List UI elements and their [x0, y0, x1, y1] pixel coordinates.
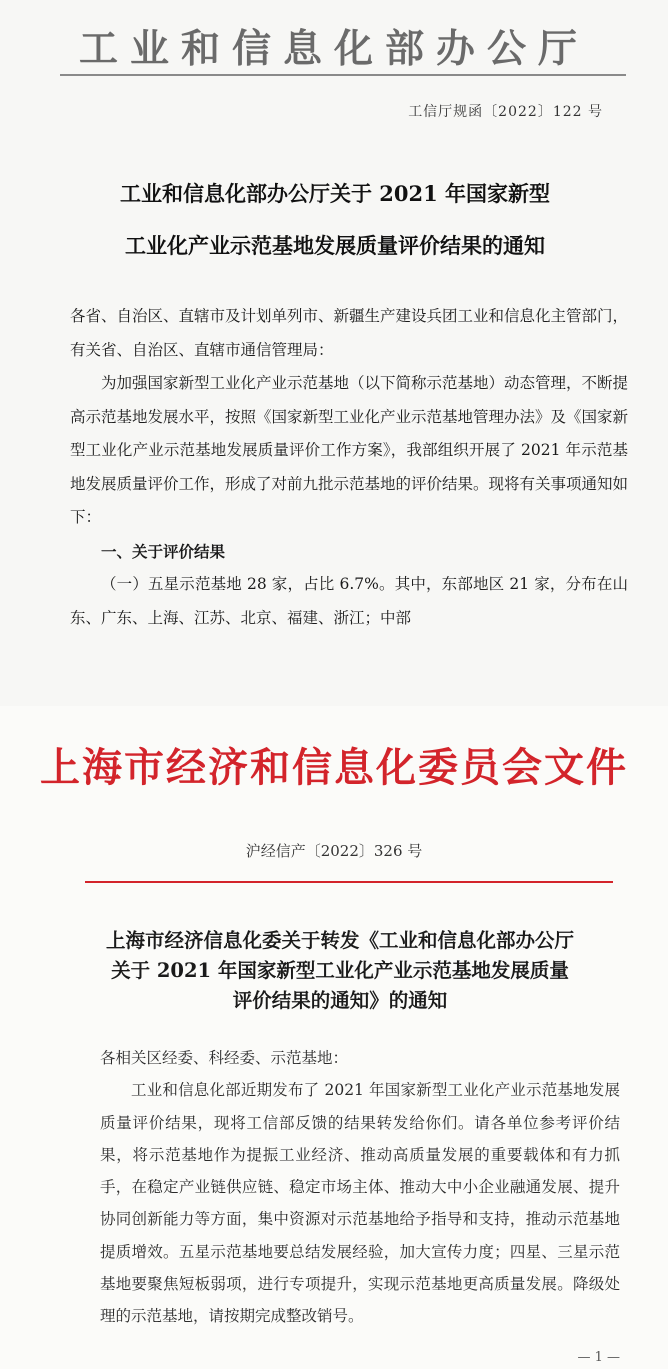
- title-line-2: 关于 2021 年国家新型工业化产业示范基地发展质量: [111, 959, 569, 982]
- section-heading: 一、关于评价结果: [101, 541, 226, 561]
- result-item: （一）五星示范基地 28 家，占比 6.7%。其中，东部地区 21 家，分布在山东、广东、上海、江苏、北京、福建、浙江；中部: [70, 575, 628, 627]
- title-line-1: 上海市经济信息化委关于转发《工业和信息化部办公厅: [105, 929, 574, 952]
- document-title: [40, 168, 630, 272]
- ministry-header: 工业和信息化部办公厅: [78, 27, 589, 72]
- document-number: 沪经信产〔2022〕326 号: [245, 842, 423, 860]
- body-paragraph: 工业和信息化部近期发布了 2021 年国家新型工业化产业示范基地发展质量评价结果，现将工信部反馈的结果转发给你们。请各单位参考评价结果，将示范基地作为提振工业经济、推动高质量发展的重要载体和有力抓手，在稳定产业链供应链、稳定市场主体、推动大中小企业融通发展、提升协同创新能力等方面，集中资源对示范基地给予指导和支持，推动示范基地提质增效。五星示范基地要总结发展经验，加大宣传力度；四星、三星示范基地要聚焦短板弱项，进行专项提升，实现示范基地更高质量发展。降级处理的示范基地，请按期完成整改销号。: [100, 1081, 620, 1326]
- red-divider: [85, 881, 613, 883]
- salutation: 各相关区经委、科经委、示范基地：: [100, 1049, 349, 1067]
- title-line-1: 工业和信息化部办公厅关于 2021 年国家新型: [119, 181, 551, 206]
- document-title: [70, 926, 610, 1016]
- title-line-2: 工业化产业示范基地发展质量评价结果的通知: [125, 233, 545, 258]
- notice-document-2: [0, 706, 668, 1369]
- page-number: — 1 —: [577, 1350, 620, 1365]
- body-paragraph: 为加强国家新型工业化产业示范基地（以下简称示范基地）动态管理，不断提高示范基地发展水平，按照《国家新型工业化产业示范基地管理办法》及《国家新型工业化产业示范基地发展质量评价工作方案》，我部组织开展了 2021 年示范基地发展质量评价工作，形成了对前九批示范基地的评价结果。现将有关事项通知如下：: [70, 374, 629, 526]
- salutation: 各省、自治区、直辖市及计划单列市、新疆生产建设兵团工业和信息化主管部门，有关省、自治区、直辖市通信管理局：: [70, 307, 629, 359]
- title-line-3: 评价结果的通知》的通知: [232, 989, 448, 1012]
- document-number: 工信厅规函〔2022〕122 号: [408, 104, 603, 120]
- commission-header: 上海市经济和信息化委员会文件: [40, 745, 628, 791]
- header-divider: [60, 74, 626, 76]
- document-body: [70, 300, 628, 635]
- document-body: [100, 1042, 620, 1333]
